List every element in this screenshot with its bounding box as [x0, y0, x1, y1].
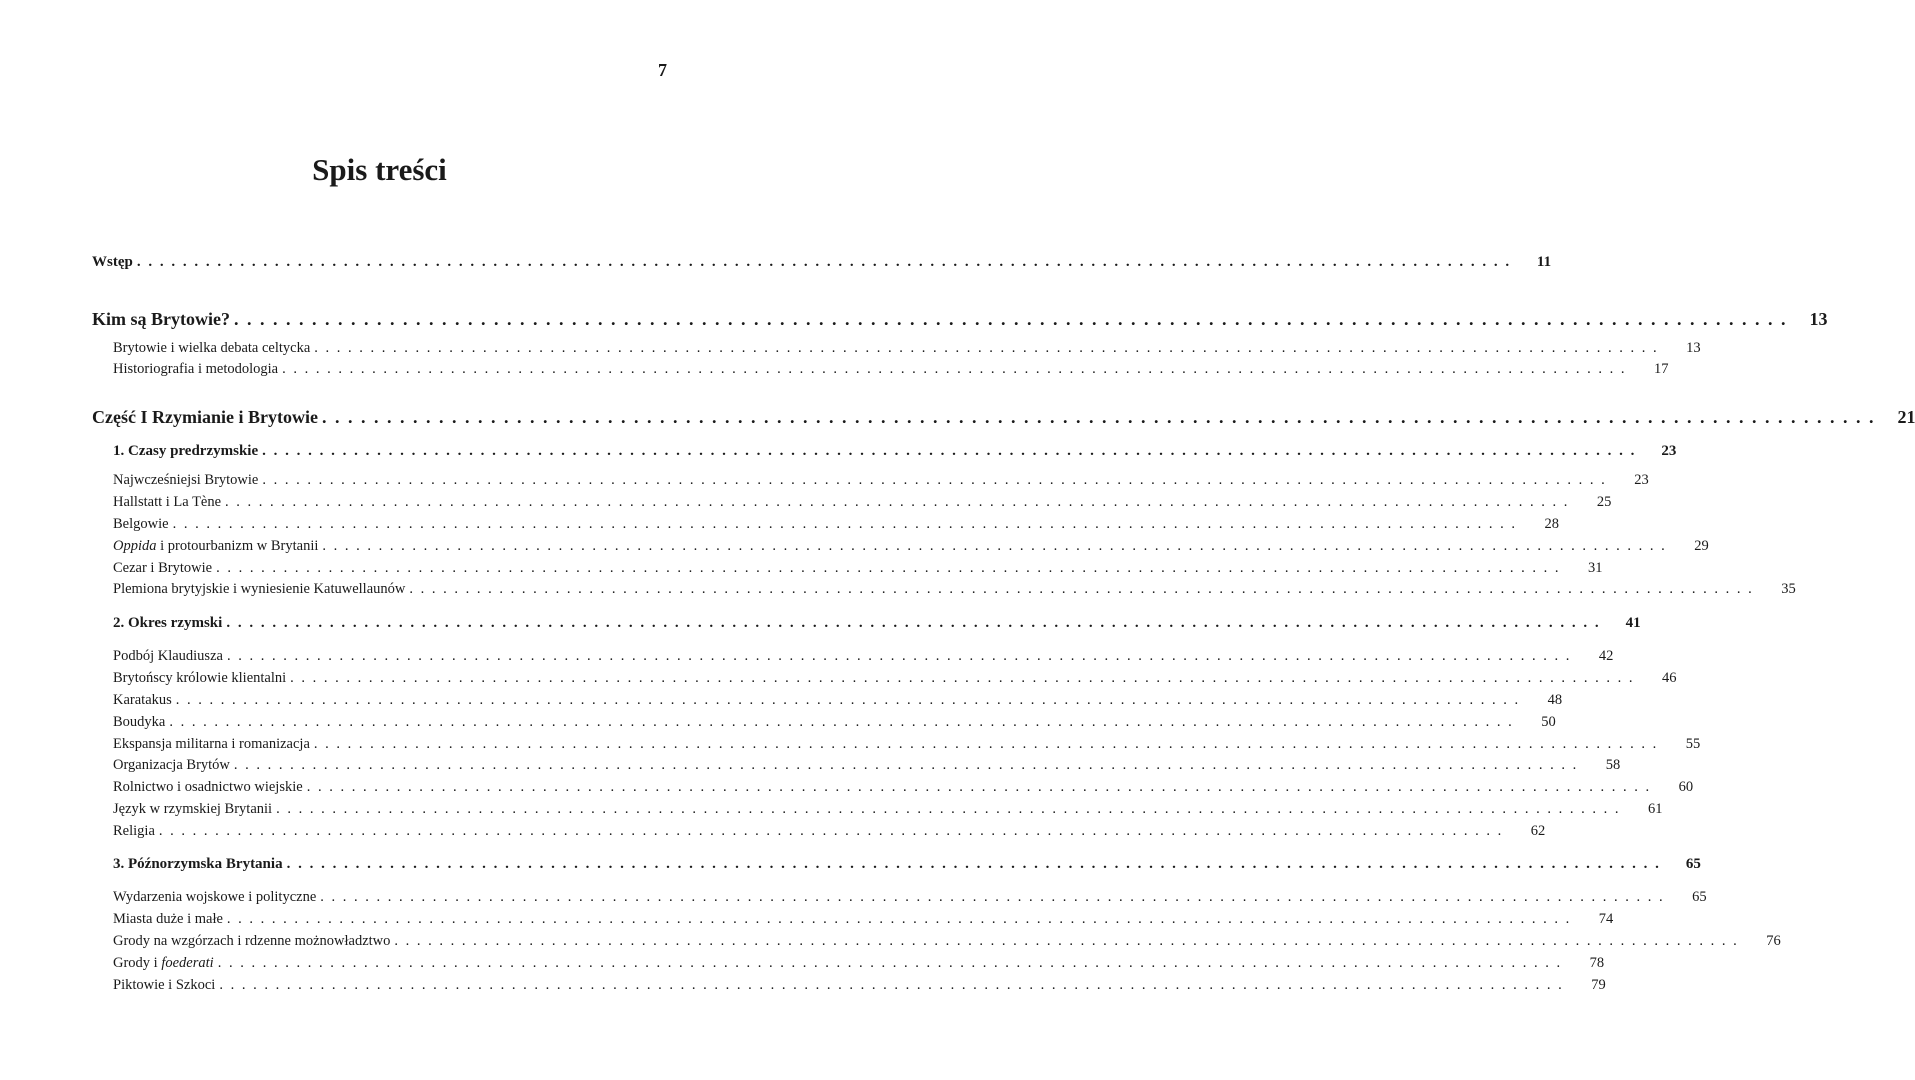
toc-leader-dots: . . . . . . . . . . . . . . . . . . . . . . . . . . . . . . . . . . . . . . . . . . . . . . . . . . . . . . . . . . . . . . . . . . . . . . . . . . . . . . . . . . . . . . . . . . . . . . . . . . . . . . . . . . . . . . . . . . . . . . . . [217, 955, 1563, 971]
toc-entry-page: 23 [1661, 443, 1677, 459]
toc-entry-section[interactable] [113, 581, 1796, 598]
toc-entry-label-italic: Oppida [113, 538, 157, 554]
toc-entry-page: 21 [1897, 407, 1915, 427]
toc-entry-page: 25 [1596, 494, 1612, 510]
toc-entry-section[interactable] [113, 911, 1614, 928]
toc-leader-dots: . . . . . . . . . . . . . . . . . . . . . . . . . . . . . . . . . . . . . . . . . . . . . . . . . . . . . . . . . . . . . . . . . . . . . . . . . . . . . . . . . . . . . . . . . . . . . . . . . . . . . . . . . . . . . . . . . . . . . . . . [262, 443, 1637, 459]
page-title: Spis treści [312, 152, 447, 187]
toc-entry-section[interactable] [113, 670, 1677, 687]
toc-entry-page: 35 [1781, 581, 1796, 597]
toc-entry-section[interactable] [113, 494, 1612, 511]
toc-entry-part[interactable] [92, 407, 1915, 428]
toc-entry-label: Organizacja Brytów [113, 757, 230, 773]
toc-entry-label: 3. Późnorzymska Brytania [113, 856, 283, 872]
toc-entry-label: Hallstatt i La Tène [113, 494, 222, 510]
toc-entry-chapter[interactable] [113, 443, 1677, 460]
toc-entry-label: Brytowie i wielka debata celtycka [113, 340, 311, 356]
toc-leader-dots: . . . . . . . . . . . . . . . . . . . . . . . . . . . . . . . . . . . . . . . . . . . . . . . . . . . . . . . . . . . . . . . . . . . . . . . . . . . . . . . . . . . . . . . . . . . . . . . . . . . . . . . . . . . . . . . . . . . . . . . . [233, 757, 1579, 773]
toc-entry-label: Belgowie [113, 516, 169, 532]
toc-leader-dots: . . . . . . . . . . . . . . . . . . . . . . . . . . . . . . . . . . . . . . . . . . . . . . . . . . . . . . . . . . . . . . . . . . . . . . . . . . . . . . . . . . . . . . . . . . . . . . . . . . . . . . . . . . . . . . . . . . . . . . . . [172, 516, 1517, 532]
toc-entry-page: 62 [1530, 823, 1546, 839]
toc-leader-dots: . . . . . . . . . . . . . . . . . . . . . . . . . . . . . . . . . . . . . . . . . . . . . . . . . . . . . . . . . . . . . . . . . . . . . . . . . . . . . . . . . . . . . . . . . . . . . . . . . . . . . . . . . . . . . . . . . . . . . . . . [290, 670, 1635, 686]
toc-entry-page: 13 [1686, 340, 1701, 356]
toc-leader-dots: . . . . . . . . . . . . . . . . . . . . . . . . . . . . . . . . . . . . . . . . . . . . . . . . . . . . . . . . . . . . . . . . . . . . . . . . . . . . . . . . . . . . . . . . . . . . . . . . . . . . . . . . . . . . . . . . . . . . . . . . [409, 581, 1754, 597]
toc-entry-page: 23 [1634, 472, 1649, 488]
toc-leader-dots: . . . . . . . . . . . . . . . . . . . . . . . . . . . . . . . . . . . . . . . . . . . . . . . . . . . . . . . . . . . . . . . . . . . . . . . . . . . . . . . . . . . . . . . . . . . . . . . . . . . . . . . . . . . . . . . . . . . . . . . . [169, 714, 1514, 730]
toc-leader-dots: . . . . . . . . . . . . . . . . . . . . . . . . . . . . . . . . . . . . . . . . . . . . . . . . . . . . . . . . . . . . . . . . . . . . . . . . . . . . . . . . . . . . . . . . . . . . . . . . . . . . . . . . . . . . . . . . . . . . . . . . [282, 361, 1627, 377]
toc-entry-label: Boudyka [113, 714, 166, 730]
toc-entry-label: Religia [113, 823, 155, 839]
toc-entry-label: Podbój Klaudiusza [113, 648, 223, 664]
toc-leader-dots: . . . . . . . . . . . . . . . . . . . . . . . . . . . . . . . . . . . . . . . . . . . . . . . . . . . . . . . . . . . . . . . . . . . . . . . . . . . . . . . . . . . . . . . . . . . . . . . . . . . . . . . . . . . . . . . . . . . . . . . . [314, 340, 1659, 356]
toc-leader-dots: . . . . . . . . . . . . . . . . . . . . . . . . . . . . . . . . . . . . . . . . . . . . . . . . . . . . . . . . . . . . . . . . . . . . . . . . . . . . . . . . . . . . . . . . . . . . . . . . . . . . . . . . . . . . . . . . . . . . . . . . [219, 977, 1564, 993]
toc-entry-chapter[interactable] [113, 856, 1701, 873]
toc-entry-page: 11 [1536, 254, 1552, 270]
toc-entry-page: 29 [1694, 538, 1709, 554]
toc-entry-label: 2. Okres rzymski [113, 615, 223, 631]
toc-entry-label: Wydarzenia wojskowe i polityczne [113, 889, 317, 905]
toc-entry-section[interactable] [113, 779, 1694, 796]
toc-entry-section[interactable] [113, 757, 1621, 774]
toc-entry-section[interactable] [113, 933, 1781, 950]
toc-entry-label: Grody na wzgórzach i rdzenne możnowładztwo [113, 933, 391, 949]
toc-leader-dots: . . . . . . . . . . . . . . . . . . . . . . . . . . . . . . . . . . . . . . . . . . . . . . . . . . . . . . . . . . . . . . . . . . . . . . . . . . . . . . . . . . . . . . . . . . . . . . . . . . . . . . . . . . . . . . . . . . . . . . . . [175, 692, 1521, 708]
toc-leader-dots: . . . . . . . . . . . . . . . . . . . . . . . . . . . . . . . . . . . . . . . . . . . . . . . . . . . . . . . . . . . . . . . . . . . . . . . . . . . . . . . . . . . . . . . . . . . . . . . . . . . . . . . . . . . . . . . . . . . . . . . . [306, 779, 1652, 795]
toc-entry-page: 13 [1809, 309, 1828, 329]
toc-entry-section[interactable] [113, 472, 1649, 489]
toc-entry-label-start: Grody i [113, 955, 162, 971]
toc-entry-label: Język w rzymskiej Brytanii [113, 801, 273, 817]
toc-leader-dots: . . . . . . . . . . . . . . . . . . . . . . . . . . . . . . . . . . . . . . . . . . . . . . . . . . . . . . . . . . . . . . . . . . . . . . . . . . . . . . . . . . . . . . . . . . . . . . . . . . . . . . . . . . . . . . . . . . . . . . . . [226, 648, 1572, 664]
toc-entry-page: 50 [1541, 714, 1556, 730]
toc-entry-page: 58 [1605, 757, 1621, 773]
toc-entry-page: 76 [1766, 933, 1781, 949]
toc-entry-page: 17 [1653, 361, 1669, 377]
toc-entry-page: 41 [1625, 615, 1641, 631]
toc-entry-label: Ekspansja militarna i romanizacja [113, 736, 310, 752]
toc-entry-label: Plemiona brytyjskie i wyniesienie Katuwellaunów [113, 581, 406, 597]
toc-entry-page: 65 [1685, 856, 1701, 872]
toc-entry-section[interactable] [113, 648, 1614, 665]
toc-entry-page: 42 [1598, 648, 1614, 664]
toc-entry-label: 1. Czasy predrzymskie [113, 443, 259, 459]
toc-entry-page: 65 [1692, 889, 1707, 905]
toc-leader-dots: . . . . . . . . . . . . . . . . . . . . . . . . . . . . . . . . . . . . . . . . . . . . . . . . . . . . . . . . . . . . . . . . . . . . . . . . . . . . . . . . . . . . . . . . . . . . . . . . . . . . . . . . . . . . . . . . . . . . . . . . [226, 615, 1601, 631]
toc-entry-section[interactable] [113, 801, 1663, 818]
toc-entry-label: Część I Rzymianie i Brytowie [92, 407, 318, 427]
toc-entry-label: Historiografia i metodologia [113, 361, 279, 377]
toc-entry-section[interactable] [113, 361, 1669, 378]
toc-entry-page: 46 [1662, 670, 1677, 686]
toc-leader-dots: . . . . . . . . . . . . . . . . . . . . . . . . . . . . . . . . . . . . . . . . . . . . . . . . . . . . . . . . . . . . . . . . . . . . . . . . . . . . . . . . . . . . . . . . . . . . . . . . . . . . . . . . . . . . . . . . . . . . . . . . [321, 407, 1876, 427]
toc-entry-label: Piktowie i Szkoci [113, 977, 216, 993]
toc-entry-page: 28 [1544, 516, 1559, 532]
toc-entry-section[interactable] [113, 714, 1556, 731]
toc-entry-label: Brytońscy królowie klientalni [113, 670, 287, 686]
toc-leader-dots: . . . . . . . . . . . . . . . . . . . . . . . . . . . . . . . . . . . . . . . . . . . . . . . . . . . . . . . . . . . . . . . . . . . . . . . . . . . . . . . . . . . . . . . . . . . . . . . . . . . . . . . . . . . . . . . . . . . . . . . . [233, 309, 1788, 329]
toc-entry-page: 60 [1678, 779, 1694, 795]
toc-leader-dots: . . . . . . . . . . . . . . . . . . . . . . . . . . . . . . . . . . . . . . . . . . . . . . . . . . . . . . . . . . . . . . . . . . . . . . . . . . . . . . . . . . . . . . . . . . . . . . . . . . . . . . . . . . . . . . . . . . . . . . . . [225, 494, 1570, 510]
toc-entry-label-italic: foederati [161, 955, 214, 971]
toc-entry-section[interactable] [113, 560, 1603, 577]
toc-entry-label [113, 538, 318, 555]
toc-entry-section[interactable] [113, 977, 1606, 994]
toc-entry-section[interactable] [113, 516, 1559, 533]
toc-leader-dots: . . . . . . . . . . . . . . . . . . . . . . . . . . . . . . . . . . . . . . . . . . . . . . . . . . . . . . . . . . . . . . . . . . . . . . . . . . . . . . . . . . . . . . . . . . . . . . . . . . . . . . . . . . . . . . . . . . . . . . . . [136, 254, 1512, 270]
toc-entry-intro[interactable] [92, 254, 1552, 271]
toc-entry-part[interactable] [92, 309, 1828, 330]
toc-entry-label: Najwcześniejsi Brytowie [113, 472, 259, 488]
toc-entry-label: Rolnictwo i osadnictwo wiejskie [113, 779, 303, 795]
toc-entry-page: 78 [1589, 955, 1605, 971]
toc-entry-section[interactable] [113, 538, 1709, 555]
toc-entry-page: 31 [1587, 560, 1603, 576]
toc-entry-label: Kim są Brytowie? [92, 309, 230, 329]
toc-entry-page: 74 [1598, 911, 1614, 927]
toc-leader-dots: . . . . . . . . . . . . . . . . . . . . . . . . . . . . . . . . . . . . . . . . . . . . . . . . . . . . . . . . . . . . . . . . . . . . . . . . . . . . . . . . . . . . . . . . . . . . . . . . . . . . . . . . . . . . . . . . . . . . . . . . [216, 560, 1561, 576]
toc-leader-dots: . . . . . . . . . . . . . . . . . . . . . . . . . . . . . . . . . . . . . . . . . . . . . . . . . . . . . . . . . . . . . . . . . . . . . . . . . . . . . . . . . . . . . . . . . . . . . . . . . . . . . . . . . . . . . . . . . . . . . . . . [313, 736, 1659, 752]
toc-entry-label: Karatakus [113, 692, 172, 708]
toc-leader-dots: . . . . . . . . . . . . . . . . . . . . . . . . . . . . . . . . . . . . . . . . . . . . . . . . . . . . . . . . . . . . . . . . . . . . . . . . . . . . . . . . . . . . . . . . . . . . . . . . . . . . . . . . . . . . . . . . . . . . . . . . [286, 856, 1661, 872]
toc-entry-section[interactable] [113, 889, 1707, 906]
toc-entry-page: 79 [1591, 977, 1606, 993]
page-number: 7 [658, 60, 667, 80]
toc-entry-page: 61 [1647, 801, 1663, 817]
toc-entry-label: Miasta duże i małe [113, 911, 223, 927]
toc-entry-page: 55 [1685, 736, 1701, 752]
toc-entry-label [113, 955, 214, 972]
toc-leader-dots: . . . . . . . . . . . . . . . . . . . . . . . . . . . . . . . . . . . . . . . . . . . . . . . . . . . . . . . . . . . . . . . . . . . . . . . . . . . . . . . . . . . . . . . . . . . . . . . . . . . . . . . . . . . . . . . . . . . . . . . . [158, 823, 1504, 839]
toc-leader-dots: . . . . . . . . . . . . . . . . . . . . . . . . . . . . . . . . . . . . . . . . . . . . . . . . . . . . . . . . . . . . . . . . . . . . . . . . . . . . . . . . . . . . . . . . . . . . . . . . . . . . . . . . . . . . . . . . . . . . . . . . [320, 889, 1665, 905]
toc-leader-dots: . . . . . . . . . . . . . . . . . . . . . . . . . . . . . . . . . . . . . . . . . . . . . . . . . . . . . . . . . . . . . . . . . . . . . . . . . . . . . . . . . . . . . . . . . . . . . . . . . . . . . . . . . . . . . . . . . . . . . . . . [226, 911, 1572, 927]
toc-entry-section[interactable] [113, 736, 1701, 753]
toc-entry-label: Cezar i Brytowie [113, 560, 213, 576]
toc-leader-dots: . . . . . . . . . . . . . . . . . . . . . . . . . . . . . . . . . . . . . . . . . . . . . . . . . . . . . . . . . . . . . . . . . . . . . . . . . . . . . . . . . . . . . . . . . . . . . . . . . . . . . . . . . . . . . . . . . . . . . . . . [262, 472, 1607, 488]
toc-entry-label-rest: i protourbanizm w Brytanii [156, 538, 319, 554]
toc-entry-chapter[interactable] [113, 615, 1641, 632]
toc-entry-section[interactable] [113, 692, 1563, 709]
toc-entry-label: Wstęp [92, 254, 133, 270]
toc-leader-dots: . . . . . . . . . . . . . . . . . . . . . . . . . . . . . . . . . . . . . . . . . . . . . . . . . . . . . . . . . . . . . . . . . . . . . . . . . . . . . . . . . . . . . . . . . . . . . . . . . . . . . . . . . . . . . . . . . . . . . . . . [394, 933, 1739, 949]
toc-entry-section[interactable] [113, 823, 1546, 840]
toc-entry-page: 48 [1547, 692, 1563, 708]
toc-entry-section[interactable] [113, 955, 1605, 972]
toc-entry-section[interactable] [113, 340, 1701, 357]
toc-leader-dots: . . . . . . . . . . . . . . . . . . . . . . . . . . . . . . . . . . . . . . . . . . . . . . . . . . . . . . . . . . . . . . . . . . . . . . . . . . . . . . . . . . . . . . . . . . . . . . . . . . . . . . . . . . . . . . . . . . . . . . . . [322, 538, 1667, 554]
toc-leader-dots: . . . . . . . . . . . . . . . . . . . . . . . . . . . . . . . . . . . . . . . . . . . . . . . . . . . . . . . . . . . . . . . . . . . . . . . . . . . . . . . . . . . . . . . . . . . . . . . . . . . . . . . . . . . . . . . . . . . . . . . . [276, 801, 1621, 817]
